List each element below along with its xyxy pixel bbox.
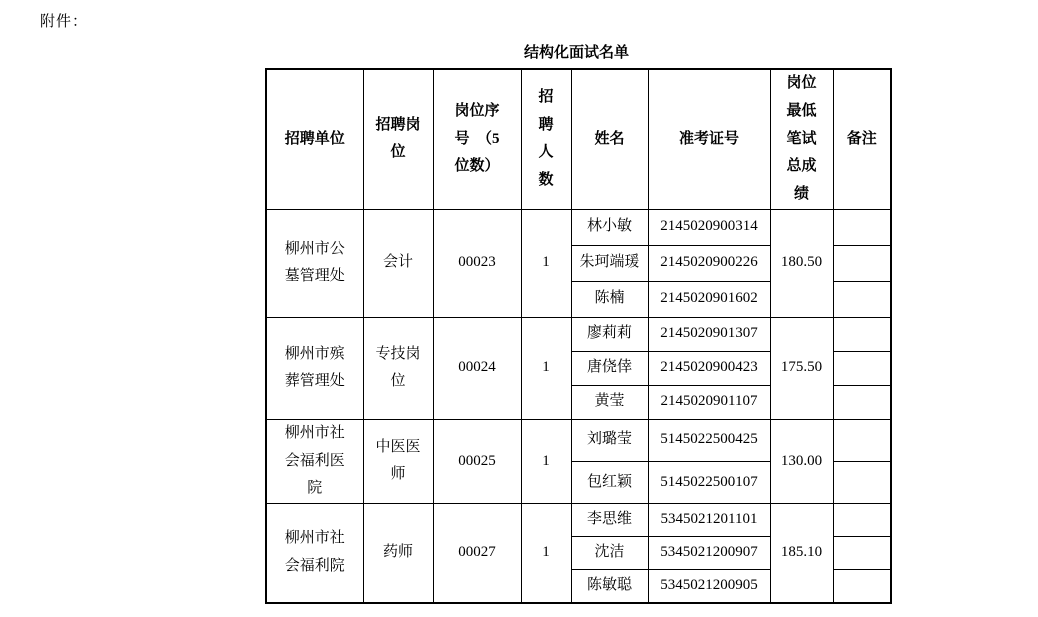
post-no-cell: 00027 [433, 504, 521, 603]
remark-cell [833, 461, 891, 503]
name-cell: 陈楠 [571, 281, 648, 317]
name-cell: 陈敏聪 [571, 570, 648, 603]
interview-list-table [265, 68, 892, 604]
attachment-label: 附件： [40, 14, 89, 30]
min-score-cell: 175.50 [770, 317, 833, 419]
position-text: 中医医师 [375, 438, 421, 483]
table-row [266, 504, 891, 537]
recruit-count-cell: 1 [521, 504, 571, 603]
remark-cell [833, 385, 891, 419]
header-post-no [433, 69, 521, 209]
header-unit [266, 69, 363, 209]
recruit-count-cell: 1 [521, 419, 571, 503]
remark-cell [833, 245, 891, 281]
remark-cell [833, 281, 891, 317]
name-cell: 沈洁 [571, 537, 648, 570]
min-score-cell: 180.50 [770, 209, 833, 317]
remark-cell [833, 419, 891, 461]
position-text: 药师 [382, 543, 413, 560]
page-title: 结构化面试名单 [523, 45, 629, 61]
header-name [571, 69, 648, 209]
header-min-score [770, 69, 833, 209]
header-recruit-count [521, 69, 571, 209]
unit-text: 柳州市殡葬管理处 [284, 345, 345, 390]
min-score-cell: 130.00 [770, 419, 833, 503]
exam-no-cell: 2145020900226 [648, 245, 770, 281]
header-post-no-label: 岗位序号 （5位数） [454, 102, 500, 175]
header-recruit-count-label: 招聘人数 [538, 88, 554, 189]
remark-cell [833, 570, 891, 603]
unit-cell [266, 504, 363, 603]
table-row [266, 419, 891, 461]
exam-no-cell: 5145022500107 [648, 461, 770, 503]
name-cell: 林小敏 [571, 209, 648, 245]
remark-cell [833, 209, 891, 245]
name-cell: 李思维 [571, 504, 648, 537]
table-row [266, 317, 891, 351]
recruit-count-cell: 1 [521, 317, 571, 419]
header-name-label: 姓名 [594, 130, 625, 147]
position-text: 会计 [382, 254, 413, 271]
exam-no-cell: 5345021201101 [648, 504, 770, 537]
remark-cell [833, 317, 891, 351]
header-exam-no-label: 准考证号 [678, 130, 739, 147]
unit-text: 柳州市公墓管理处 [284, 240, 345, 285]
name-cell: 朱珂端瑗 [571, 245, 648, 281]
name-cell: 刘璐莹 [571, 419, 648, 461]
exam-no-cell: 2145020900314 [648, 209, 770, 245]
position-cell [363, 317, 433, 419]
remark-cell [833, 537, 891, 570]
header-position [363, 69, 433, 209]
position-cell [363, 209, 433, 317]
header-remark-label: 备注 [846, 130, 877, 147]
table-row [266, 209, 891, 245]
post-no-cell: 00023 [433, 209, 521, 317]
header-unit-label: 招聘单位 [284, 130, 345, 147]
header-remark [833, 69, 891, 209]
exam-no-cell: 2145020900423 [648, 351, 770, 385]
exam-no-cell: 2145020901107 [648, 385, 770, 419]
remark-cell [833, 351, 891, 385]
position-cell [363, 504, 433, 603]
exam-no-cell: 5145022500425 [648, 419, 770, 461]
name-cell: 廖莉莉 [571, 317, 648, 351]
name-cell: 包红颖 [571, 461, 648, 503]
position-text: 专技岗位 [375, 345, 421, 390]
name-cell: 唐侥倖 [571, 351, 648, 385]
name-cell: 黄莹 [571, 385, 648, 419]
exam-no-cell: 2145020901602 [648, 281, 770, 317]
exam-no-cell: 5345021200905 [648, 570, 770, 603]
recruit-count-cell: 1 [521, 209, 571, 317]
post-no-cell: 00024 [433, 317, 521, 419]
unit-cell [266, 419, 363, 503]
position-cell [363, 419, 433, 503]
header-position-label: 招聘岗位 [375, 116, 421, 161]
min-score-cell: 185.10 [770, 504, 833, 603]
unit-text: 柳州市社会福利院 [284, 530, 345, 574]
exam-no-cell: 2145020901307 [648, 317, 770, 351]
unit-text: 柳州市社会福利医院 [284, 424, 345, 497]
header-min-score-label: 岗位最低笔试总成绩 [786, 75, 817, 202]
post-no-cell: 00025 [433, 419, 521, 503]
remark-cell [833, 504, 891, 537]
unit-cell [266, 209, 363, 317]
unit-cell [266, 317, 363, 419]
exam-no-cell: 5345021200907 [648, 537, 770, 570]
table-header-row [266, 69, 891, 209]
header-exam-no [648, 69, 770, 209]
